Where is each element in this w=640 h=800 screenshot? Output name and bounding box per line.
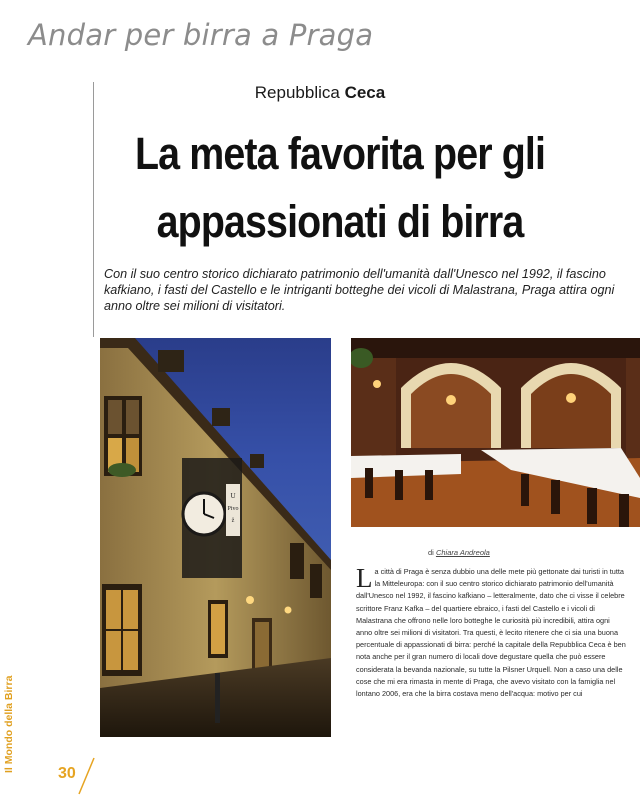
beer-hall-illustration: [351, 338, 640, 527]
photo-beer-hall: [351, 338, 640, 527]
kicker-country: Ceca: [344, 83, 386, 102]
article-byline: [428, 548, 490, 557]
sign-text-1: U: [230, 492, 236, 500]
article-lead: Con il suo centro storico dichiarato patrimonio dell'umanità dall'Unesco nel 1992, il fascino kafkiano, i fasti del Castello e le intriganti botteghe dei vicoli di Malastrana, Praga attira ogni anno oltre sei milioni di visitatori.: [104, 267, 615, 313]
headline-line-2: appassionati di birra: [156, 196, 524, 248]
body-paragraph: a città di Praga è senza dubbio una delle mete più gettonate dai turisti in tutta la Mitteleuropa: con il suo centro storico dichiarato patrimonio dell'umanità dall'Unesco nel 1992, il fascino kafkiano – letteralmente, dato che ci visse il celebre scrittore Franz Kafka – del quartiere ebraico, i fasti del Castello e i vicoli di Malastrana che offrono nelle loro botteghe le curiosità più incredibili, attira ogni anno oltre sei milioni di visitatori. Tra questi, è lecito ritenere che ci sia una buona percentuale di appassionati di birra: perché la capitale della Repubblica Ceca è ben nota anche per il gran numero di locali dove degustare quella che può essere considerata la bevanda nazionale, su tutte la Pilsner Urquell. Non a caso una delle cose che mi era rimasta in mente di Praga, che avevo visitato con la famiglia nel lontano 2006, era che la birra costava meno dell'acqua: motivo per cui: [356, 567, 626, 699]
sign-text-2: Pivo: [227, 506, 239, 512]
article-body: [356, 563, 628, 700]
article-kicker: [0, 83, 640, 103]
photo-pub-facade: [100, 338, 331, 737]
byline-prefix: di: [428, 548, 434, 557]
byline-author[interactable]: Chiara Andreola: [435, 548, 490, 557]
article-headline: [43, 120, 638, 257]
kicker-prefix: Repubblica: [254, 83, 340, 102]
magazine-name-vertical: Il Mondo della Birra: [3, 675, 15, 773]
section-title: Andar per birra a Praga: [28, 18, 374, 52]
headline-line-1: La meta favorita per gli: [134, 128, 546, 179]
page-number: 30: [58, 765, 76, 782]
page-number-slash: [77, 756, 95, 796]
drop-cap: L: [356, 563, 373, 593]
pub-facade-illustration: [100, 338, 331, 737]
sign-text-3: ž: [231, 518, 235, 524]
